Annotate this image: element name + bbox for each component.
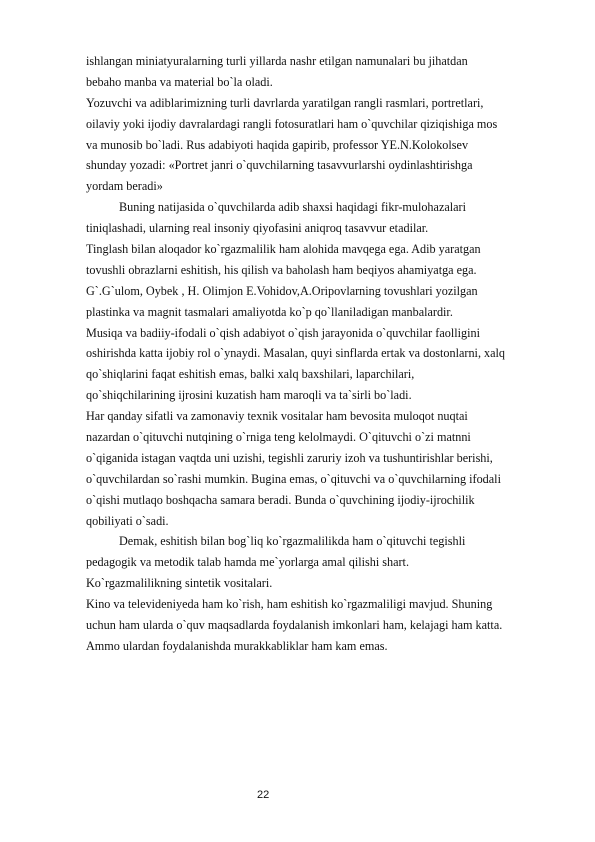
text-line: Ko`rgazmalilikning sintetik vositalari. (86, 576, 273, 591)
text-line: Buning natijasida o`quvchilarda adib shaxsi haqidagi fikr-mulohazalari (119, 200, 466, 215)
text-line: oilaviy yoki ijodiy davralardagi rangli fotosuratlari ham o`quvchilar qiziqishiga mos (86, 116, 498, 131)
text-line: Musiqa va badiiy-ifodali o`qish adabiyot o`qish jarayonida o`quvchilar faolligini (86, 325, 480, 340)
text-line: tiniqlashadi, ularning real insoniy qiyofasini aniqroq tasavvur etadilar. (86, 221, 429, 236)
text-line: qobiliyati o`sadi. (86, 513, 169, 528)
text-line: pedagogik va metodik talab hamda me`yorlarga amal qilishi shart. (86, 555, 409, 570)
text-line: shunday yozadi: «Portret janri o`quvchilarning tasavvurlarshi oydinlashtirishga (86, 158, 473, 173)
text-line: o`quvchilardan so`rashi mumkin. Bugina emas, o`qituvchi va o`quvchilarning ifodali (86, 471, 501, 486)
text-line: Demak, eshitish bilan bog`liq ko`rgazmalilikda ham o`qituvchi tegishli (119, 534, 466, 549)
text-line: nazardan o`qituvchi nutqining o`rniga teng kelolmaydi. O`qituvchi o`zi matnni (86, 430, 471, 445)
text-line: Kino va televideniyeda ham ko`rish, ham eshitish ko`rgazmaliligi mavjud. Shuning (86, 597, 493, 612)
text-line: yordam beradi» (86, 179, 163, 194)
text-line: o`qiganida istagan vaqtda uni uzishi, tegishli zaruriy izoh va tushuntirishlar berishi, (86, 450, 493, 465)
text-line: o`qishi mutlaqo boshqacha samara beradi. Bunda o`quvchining ijodiy-ijrochilik (86, 492, 475, 507)
text-line: Yozuvchi va adiblarimizning turli davrlarda yaratilgan rangli rasmlari, portretlari, (86, 95, 484, 110)
text-line: uchun ham ularda o`quv maqsadlarda foydalanish imkonlari ham, kelajagi ham katta. (86, 618, 503, 633)
text-line: qo`shiqlarini faqat eshitish emas, balki xalq baxshilari, laparchilari, (86, 367, 415, 382)
text-line: G`.G`ulom, Oybek , H. Olimjon E.Vohidov,A.Oripovlarning tovushlari yozilgan (86, 283, 478, 298)
text-line: tovushli obrazlarni eshitish, his qilish va baholash ham beqiyos ahamiyatga ega. (86, 262, 477, 277)
text-line: va munosib bo`ladi. Rus adabiyoti haqida gapirib, professor YE.N.Kolokolsev (86, 137, 469, 152)
text-line: Ammo ulardan foydalanishda murakkabliklar ham kam emas. (86, 638, 388, 653)
text-line: ishlangan miniatyuralarning turli yillarda nashr etilgan namunalari bu jihatdan (86, 54, 468, 68)
text-line: Har qanday sifatli va zamonaviy texnik vositalar ham bevosita muloqot nuqtai (86, 409, 468, 424)
text-line: qo`shiqchilarining ijrosini kuzatish ham maroqli va ta`sirli bo`ladi. (86, 388, 412, 403)
body-text (86, 51, 576, 657)
page-number: 22 (257, 789, 270, 801)
text-line: oshirishda katta ijobiy rol o`ynaydi. Masalan, quyi sinflarda ertak va dostonlarni, xalq (86, 346, 506, 361)
text-line: plastinka va magnit tasmalari amaliyotda ko`p qo`llaniladigan manbalardir. (86, 304, 453, 319)
text-line: Tinglash bilan aloqador ko`rgazmalilik ham alohida mavqega ega. Adib yaratgan (86, 242, 481, 257)
text-line: bebaho manba va material bo`la oladi. (86, 74, 273, 89)
